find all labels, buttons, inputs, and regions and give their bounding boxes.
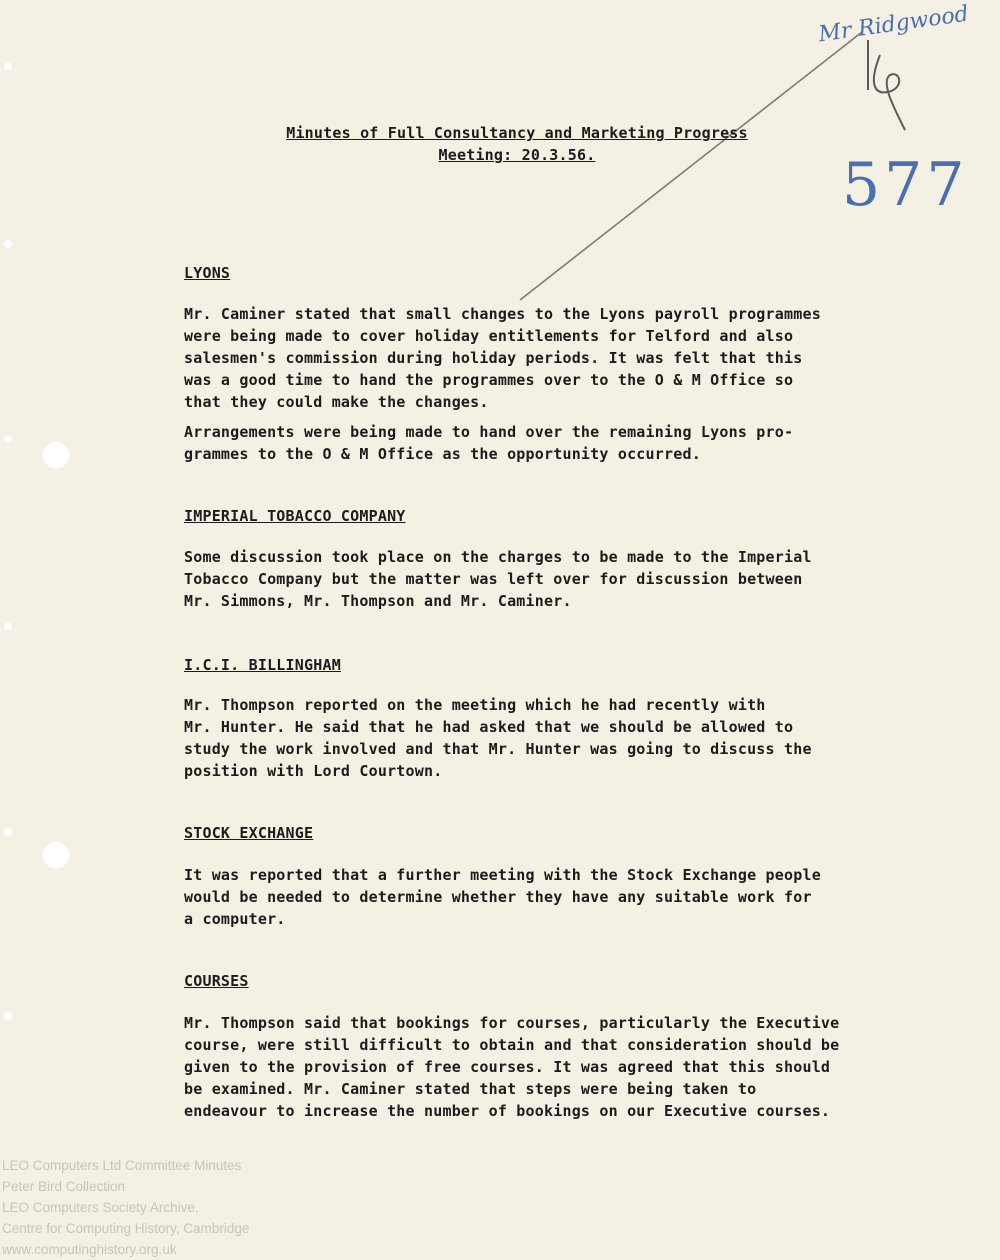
handwritten-number: 577 <box>842 150 969 220</box>
archive-watermark <box>2 1155 249 1260</box>
title-line-2: Meeting: 20.3.56. <box>438 146 596 164</box>
section-courses-paragraph: Mr. Thompson said that bookings for courses, particularly the Executive course, were still difficult to obtain and that consideration should be given to the provision of free courses. It was agreed that this should be examined. Mr. Caminer stated that steps were being taken to endeavour to increase the number of bookings on our Executive courses. <box>184 1014 840 1120</box>
section-imperial-tobacco-paragraph: Some discussion took place on the charges to be made to the Imperial Tobacco Company but the matter was left over for discussion between Mr. Simmons, Mr. Thompson and Mr. Caminer. <box>184 548 812 610</box>
title-line-1: Minutes of Full Consultancy and Marketing Progress <box>286 124 748 142</box>
section-heading-imperial-tobacco: IMPERIAL TOBACCO COMPANY <box>184 507 406 525</box>
section-heading-stock-exchange: STOCK EXCHANGE <box>184 824 314 842</box>
section-heading-lyons: LYONS <box>184 264 231 282</box>
handwritten-name: Mr Ridgwood <box>816 1 971 48</box>
page-title <box>262 122 772 166</box>
section-ici-billingham-paragraph: Mr. Thompson reported on the meeting which he had recently with Mr. Hunter. He said that he had asked that we should be allowed to study the work involved and that Mr. Hunter was going to discuss the position with Lord Courtown. <box>184 696 812 780</box>
section-stock-exchange-paragraph: It was reported that a further meeting with the Stock Exchange people would be needed to determine whether they have any suitable work for a computer. <box>184 866 821 928</box>
section-lyons-paragraph-2: Arrangements were being made to hand over the remaining Lyons pro- grammes to the O & M Office as the opportunity occurred. <box>184 423 794 463</box>
section-heading-courses: COURSES <box>184 972 249 990</box>
section-heading-ici-billingham: I.C.I. BILLINGHAM <box>184 656 341 674</box>
watermark-line: Centre for Computing History, Cambridge <box>2 1221 250 1236</box>
watermark-line: LEO Computers Society Archive, <box>2 1200 199 1215</box>
section-lyons-paragraph-1: Mr. Caminer stated that small changes to the Lyons payroll programmes were being made to cover holiday entitlements for Telford and also salesmen's commission during holiday periods. It was felt that this was a good time to hand the programmes over to the O & M Office so that they could make the changes. <box>184 305 821 411</box>
watermark-line: Peter Bird Collection <box>2 1179 126 1194</box>
watermark-line: LEO Computers Ltd Committee Minutes <box>2 1158 242 1173</box>
watermark-line: www.computinghistory.org.uk <box>2 1242 177 1257</box>
